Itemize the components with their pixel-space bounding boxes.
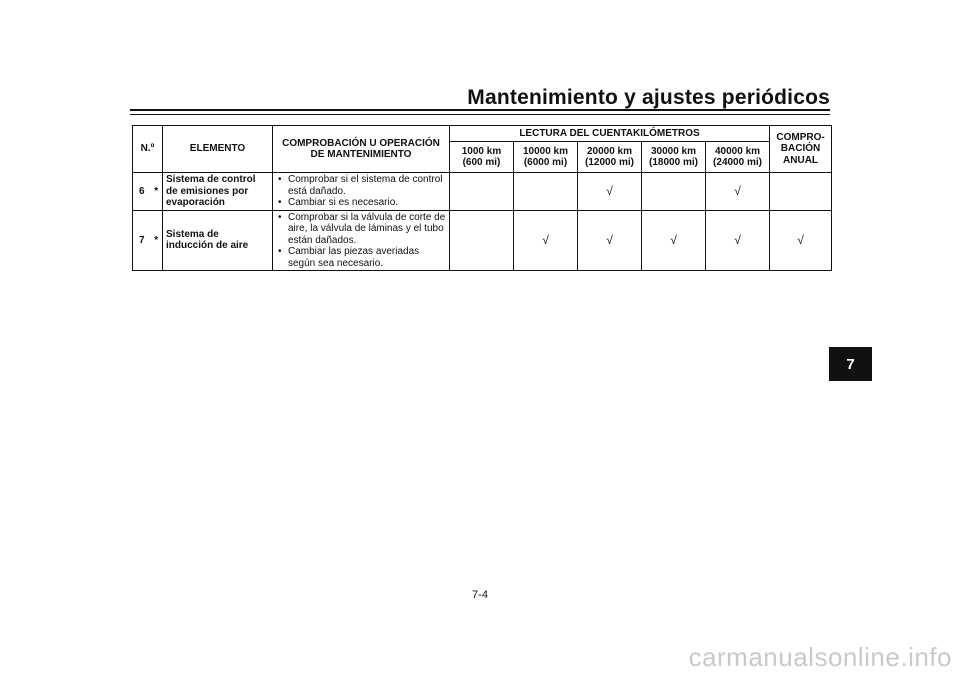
- row-asterisk: *: [151, 173, 163, 211]
- interval-1: [450, 142, 514, 173]
- header-annual-line-1: COMPRO-: [776, 131, 825, 143]
- interval-mark: √: [642, 210, 706, 271]
- header-item: ELEMENTO: [163, 126, 273, 173]
- interval-3: [578, 142, 642, 173]
- interval-2: [514, 142, 578, 173]
- interval-mi: (12000 mi): [585, 157, 634, 168]
- interval-mark: √: [706, 173, 770, 211]
- annual-mark: √: [770, 210, 832, 271]
- row-item-line: Sistema de: [166, 228, 219, 240]
- interval-mi: (18000 mi): [649, 157, 698, 168]
- chapter-tab: 7: [829, 347, 872, 381]
- row-checks: [273, 210, 450, 271]
- row-number: 7: [133, 210, 151, 271]
- header-check-line-2: DE MANTENIMIENTO: [310, 149, 412, 160]
- row-item-line: Sistema de control: [166, 174, 256, 185]
- interval-mi: (6000 mi): [523, 157, 568, 168]
- check-item: • Comprobar si la válvula de corte de aire, la válvula de láminas y el tubo están dañados.: [276, 212, 446, 247]
- maintenance-table: [132, 125, 832, 271]
- interval-km: 20000 km: [586, 145, 633, 157]
- header-annual-line-3: ANUAL: [783, 154, 819, 166]
- interval-mark: [514, 173, 578, 211]
- interval-4: [642, 142, 706, 173]
- interval-km: 10000 km: [522, 145, 569, 157]
- table-header-row: [133, 126, 832, 142]
- header-rule-thin: [130, 114, 830, 115]
- header-num: N.º: [133, 126, 163, 173]
- interval-mark: √: [514, 210, 578, 271]
- header-annual-line-2: BACIÓN: [780, 143, 821, 155]
- interval-km: 30000 km: [650, 145, 697, 157]
- row-checks: [273, 173, 450, 211]
- interval-mark: [642, 173, 706, 211]
- row-asterisk: *: [151, 210, 163, 271]
- row-number: 6: [133, 173, 151, 211]
- interval-km: 1000 km: [461, 145, 502, 157]
- table-row: [133, 210, 832, 271]
- check-item: • Comprobar si el sistema de control está dañado.: [276, 174, 446, 197]
- interval-5: [706, 142, 770, 173]
- interval-mark: [450, 173, 514, 211]
- interval-km: 40000 km: [714, 145, 761, 157]
- page-title: Mantenimiento y ajustes periódicos: [467, 86, 830, 109]
- watermark: carmanualsonline.info: [688, 642, 952, 672]
- row-item-line: inducción de aire: [166, 240, 249, 252]
- header-check-line-1: COMPROBACIÓN U OPERACIÓN: [282, 137, 440, 149]
- check-item: • Cambiar si es necesario.: [276, 197, 446, 209]
- header-odometer: LECTURA DEL CUENTAKILÓMETROS: [450, 126, 770, 142]
- interval-mark: √: [578, 210, 642, 271]
- interval-mark: [450, 210, 514, 271]
- interval-mi: (600 mi): [462, 157, 501, 168]
- row-item: [163, 210, 273, 271]
- header-check: [273, 126, 450, 173]
- table-row: [133, 173, 832, 211]
- row-item-line: evaporación: [166, 197, 225, 208]
- check-item: • Cambiar las piezas averiadas según sea necesario.: [276, 246, 446, 269]
- interval-mi: (24000 mi): [713, 157, 762, 168]
- header-annual: [770, 126, 832, 173]
- interval-mark: √: [578, 173, 642, 211]
- header-rule-thick: [130, 109, 830, 111]
- row-item-line: de emisiones por: [166, 185, 249, 197]
- row-item: [163, 173, 273, 211]
- page-number: 7-4: [472, 589, 488, 601]
- annual-mark: [770, 173, 832, 211]
- interval-mark: √: [706, 210, 770, 271]
